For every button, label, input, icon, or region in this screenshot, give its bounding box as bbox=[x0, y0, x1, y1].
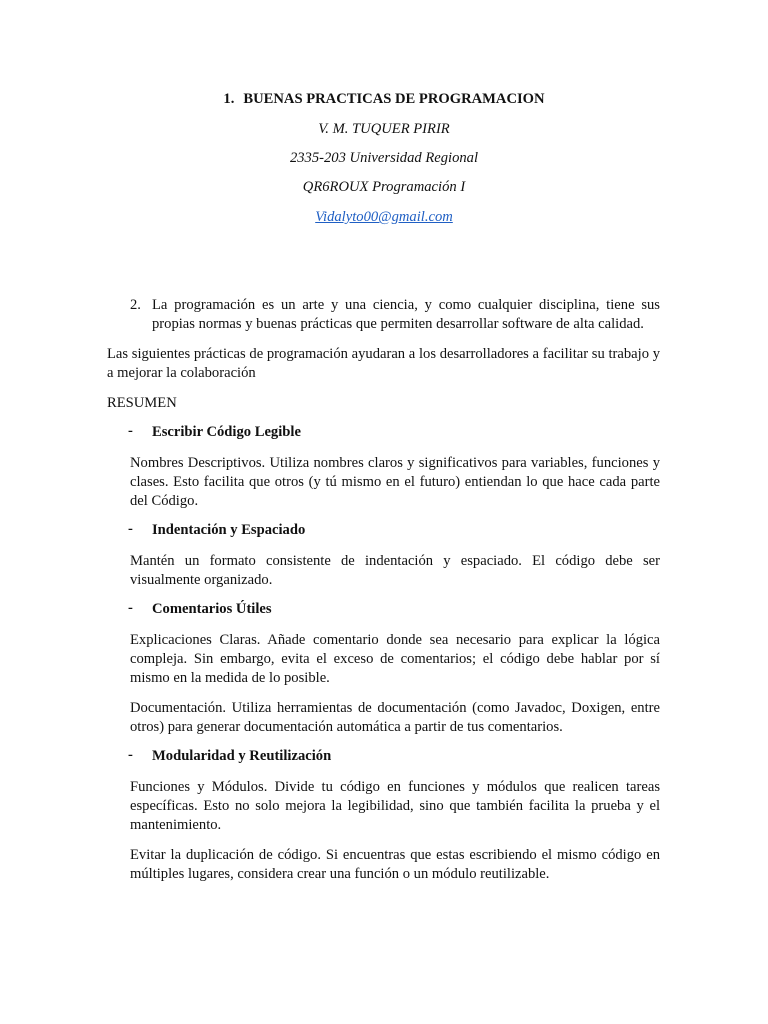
item-text: La programación es un arte y una ciencia, y como cualquier disciplina, tiene sus propias normas y buenas prácticas que permiten desarrollar software de alta calidad. bbox=[152, 297, 660, 333]
course-name: QR6ROUX Programación I bbox=[302, 179, 466, 195]
section-heading bbox=[130, 424, 301, 441]
bullet-dash: - bbox=[128, 423, 133, 439]
section-heading-text: Indentación y Espaciado bbox=[152, 522, 306, 538]
document-title bbox=[0, 91, 768, 108]
resumen-heading: RESUMEN bbox=[107, 395, 177, 411]
section-paragraph: Evitar la duplicación de código. Si encuentras que estas escribiendo el mismo código en múltiples lugares, considera crear una función o un módulo reutilizable. bbox=[130, 847, 660, 883]
bullet-dash: - bbox=[128, 600, 133, 616]
bullet-dash: - bbox=[128, 747, 133, 763]
email-line bbox=[0, 209, 768, 226]
title-text: BUENAS PRACTICAS DE PROGRAMACION bbox=[243, 91, 545, 107]
section-heading bbox=[130, 601, 272, 618]
author-affiliation: 2335-203 Universidad Regional bbox=[289, 150, 479, 166]
numbered-item-2 bbox=[130, 296, 660, 334]
section-heading-text: Modularidad y Reutilización bbox=[152, 748, 332, 764]
section-heading-text: Escribir Código Legible bbox=[152, 424, 301, 440]
section-paragraph: Documentación. Utiliza herramientas de documentación (como Javadoc, Doxigen, entre otros) para generar documentación automática a partir de tus comentarios. bbox=[130, 700, 660, 736]
section-paragraph: Mantén un formato consistente de indentación y espaciado. El código debe ser visualmente organizado. bbox=[130, 553, 660, 589]
section-heading-text: Comentarios Útiles bbox=[152, 601, 272, 617]
bullet-dash: - bbox=[128, 521, 133, 537]
email-link[interactable]: Vidalyto00@gmail.com bbox=[315, 209, 453, 225]
title-number: 1. bbox=[223, 91, 235, 107]
section-heading bbox=[130, 522, 305, 539]
item-number: 2. bbox=[130, 297, 141, 313]
section-paragraph: Explicaciones Claras. Añade comentario donde sea necesario para explicar la lógica compleja. Sin embargo, evita el exceso de comentarios; el código debe hablar por sí mismo en la medida de lo posible. bbox=[130, 632, 660, 687]
author-name: V. M. TUQUER PIRIR bbox=[318, 121, 450, 137]
section-heading bbox=[130, 748, 331, 765]
section-paragraph: Funciones y Módulos. Divide tu código en funciones y módulos que realicen tareas específicas. Esto no solo mejora la legibilidad, sino que también facilita la prueba y el mantenimiento. bbox=[130, 779, 660, 834]
intro-paragraph: Las siguientes prácticas de programación ayudaran a los desarrolladores a facilitar su trabajo y a mejorar la colaboración bbox=[107, 346, 660, 382]
section-paragraph: Nombres Descriptivos. Utiliza nombres claros y significativos para variables, funciones y clases. Esto facilita que otros (y tú mismo en el futuro) entiendan lo que hace cada parte del Código. bbox=[130, 455, 660, 510]
